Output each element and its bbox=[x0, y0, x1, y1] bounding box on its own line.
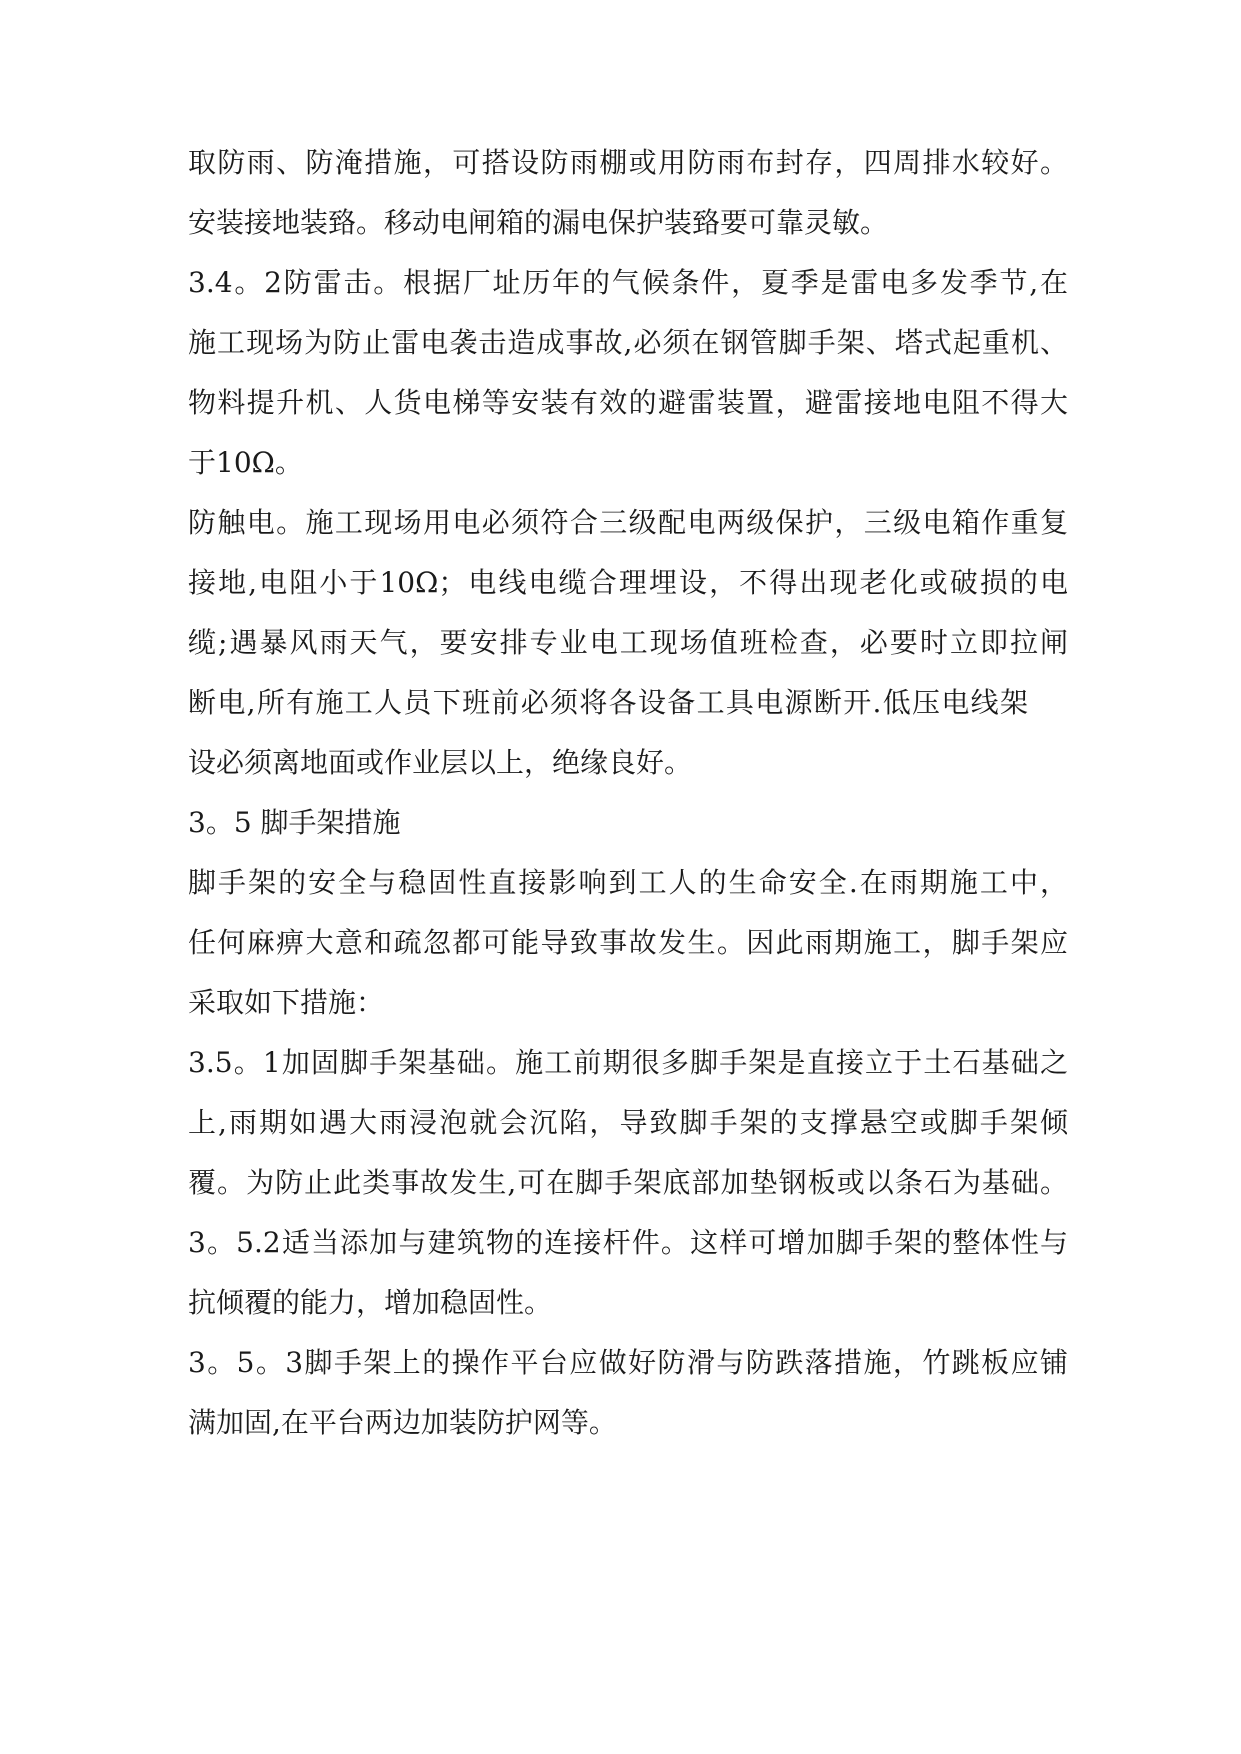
text-line: 设必须离地面或作业层以上，绝缘良好。 bbox=[188, 746, 693, 779]
text-line: 于10Ω。 bbox=[188, 446, 303, 479]
text-line: 物料提升机、人货电梯等安装有效的避雷装置，避雷接地电阻不得大 bbox=[188, 386, 1068, 419]
text-line: 3.4。2防雷击。根据厂址历年的气候条件，夏季是雷电多发季节,在 bbox=[188, 266, 1068, 299]
text-line: 缆;遇暴风雨天气，要安排专业电工现场值班检查，必要时立即拉闸 bbox=[188, 626, 1068, 659]
text-line: 安装接地装臵。移动电闸箱的漏电保护装臵要可靠灵敏。 bbox=[188, 206, 889, 239]
text-line: 脚手架的安全与稳固性直接影响到工人的生命安全.在雨期施工中， bbox=[188, 866, 1068, 899]
text-line: 抗倾覆的能力，增加稳固性。 bbox=[188, 1286, 553, 1319]
text-line: 满加固,在平台两边加装防护网等。 bbox=[188, 1406, 617, 1439]
text-line: 防触电。施工现场用电必须符合三级配电两级保护，三级电箱作重复 bbox=[188, 506, 1068, 539]
text-line: 上,雨期如遇大雨浸泡就会沉陷，导致脚手架的支撑悬空或脚手架倾 bbox=[188, 1106, 1068, 1139]
text-line: 3。5。3脚手架上的操作平台应做好防滑与防跌落措施，竹跳板应铺 bbox=[188, 1346, 1068, 1379]
text-line: 3.5。1加固脚手架基础。施工前期很多脚手架是直接立于土石基础之 bbox=[188, 1046, 1068, 1079]
text-line: 接地,电阻小于10Ω；电线电缆合理埋设，不得出现老化或破损的电 bbox=[188, 566, 1068, 599]
text-line: 断电,所有施工人员下班前必须将各设备工具电源断开.低压电线架 bbox=[188, 686, 1028, 719]
text-line: 3。5.2适当添加与建筑物的连接杆件。这样可增加脚手架的整体性与 bbox=[188, 1226, 1068, 1259]
text-line: 任何麻痹大意和疏忽都可能导致事故发生。因此雨期施工，脚手架应 bbox=[188, 926, 1068, 959]
text-line: 施工现场为防止雷电袭击造成事故,必须在钢管脚手架、塔式起重机、 bbox=[188, 326, 1068, 359]
text-line: 取防雨、防淹措施，可搭设防雨棚或用防雨布封存，四周排水较好。 bbox=[188, 146, 1068, 179]
text-line: 采取如下措施： bbox=[188, 986, 385, 1019]
text-line: 覆。为防止此类事故发生,可在脚手架底部加垫钢板或以条石为基础。 bbox=[188, 1166, 1068, 1199]
section-heading: 3。5 脚手架措施 bbox=[188, 806, 401, 839]
